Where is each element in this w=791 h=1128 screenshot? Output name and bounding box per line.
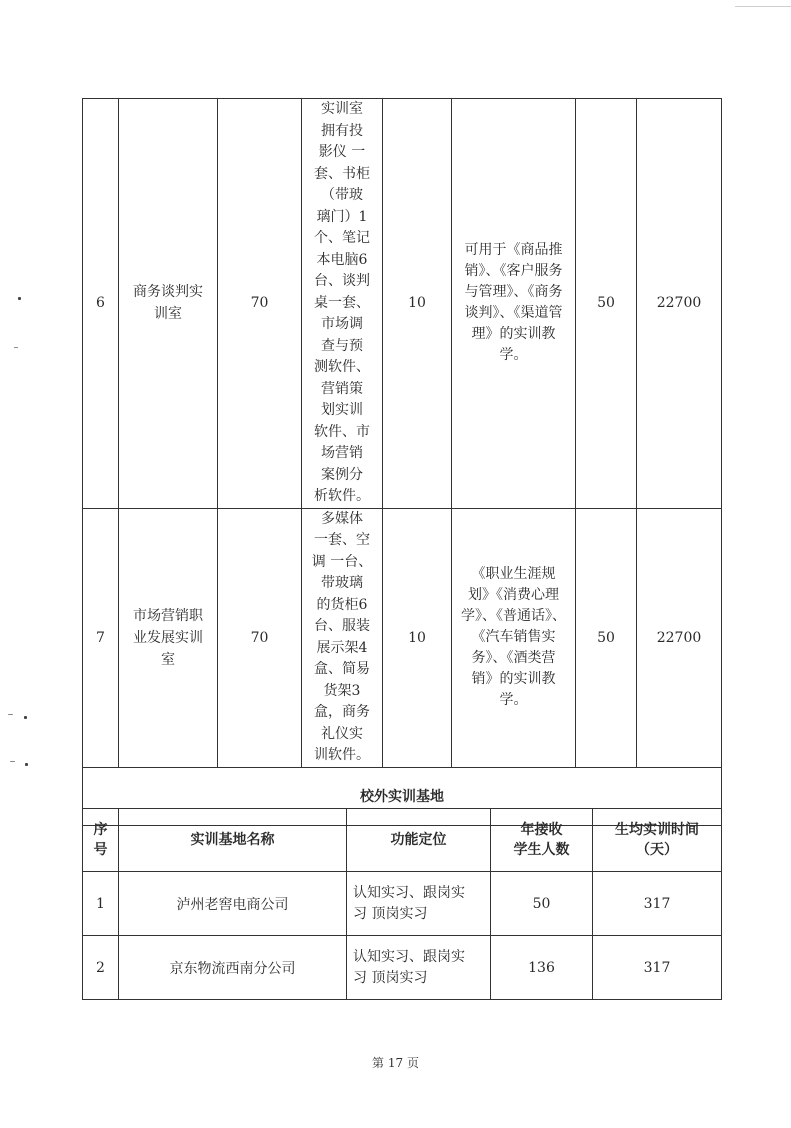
header-function: 功能定位 <box>347 809 491 872</box>
lab-row <box>83 99 722 509</box>
lab-count: 10 <box>383 99 452 509</box>
offsite-table <box>82 808 722 1000</box>
page-number: 第 17 页 <box>372 1056 419 1070</box>
lab-table <box>82 98 722 826</box>
offsite-row <box>83 872 722 936</box>
lab-value: 22700 <box>637 508 722 767</box>
offsite-name: 泸州老窖电商公司 <box>119 872 347 936</box>
scan-speck <box>18 297 21 300</box>
lab-area: 70 <box>218 99 302 509</box>
offsite-students: 50 <box>491 872 593 936</box>
header-name: 实训基地名称 <box>119 809 347 872</box>
offsite-function: 认知实习、跟岗实 习 顶岗实习 <box>347 936 491 1000</box>
lab-value: 22700 <box>637 99 722 509</box>
lab-capacity: 50 <box>576 508 637 767</box>
lab-function: 可用于《商品推 销》、《客户服务 与管理》、《商务 谈判》、《渠道管 理》的实训教 学。 <box>452 99 576 509</box>
scan-speck <box>8 714 13 715</box>
scan-speck <box>10 761 15 762</box>
lab-no: 6 <box>83 99 119 509</box>
offsite-function: 认知实习、跟岗实 习 顶岗实习 <box>347 872 491 936</box>
lab-area: 70 <box>218 508 302 767</box>
offsite-row <box>83 936 722 1000</box>
lab-function: 《职业生涯规 划》《消费心理 学》、《普通话》、 《汽车销售实 务》、《酒类营 销》的实训教 学。 <box>452 508 576 767</box>
offsite-days: 317 <box>593 936 722 1000</box>
offsite-section-title: 校外实训基地 <box>83 767 722 825</box>
offsite-name: 京东物流西南分公司 <box>119 936 347 1000</box>
scan-edge-line <box>735 6 791 7</box>
offsite-header-row <box>83 809 722 872</box>
lab-row <box>83 508 722 767</box>
lab-name: 市场营销职 业发展实训 室 <box>119 508 218 767</box>
lab-count: 10 <box>383 508 452 767</box>
lab-equipment: 实训室 拥有投 影仪 一 套、书柜 （带玻 璃门）1 个、笔记 本电脑6 台、谈判 桌一套、 市场调 查与预 测软件、 营销策 划实训 软件、市 场营销 案例分 析软件。 <box>302 99 383 509</box>
offsite-students: 136 <box>491 936 593 1000</box>
header-students: 年接收 学生人数 <box>491 809 593 872</box>
offsite-no: 1 <box>83 872 119 936</box>
header-days: 生均实训时间 （天） <box>593 809 722 872</box>
scan-speck <box>24 716 27 719</box>
lab-equipment: 多媒体 一套、空 调 一台、 带玻璃 的货柜6 台、服装 展示架4 盒、简易 货架3 盒，商务 礼仪实 训软件。 <box>302 508 383 767</box>
lab-no: 7 <box>83 508 119 767</box>
offsite-days: 317 <box>593 872 722 936</box>
scan-speck <box>14 347 18 348</box>
header-no: 序 号 <box>83 809 119 872</box>
offsite-no: 2 <box>83 936 119 1000</box>
lab-capacity: 50 <box>576 99 637 509</box>
scan-speck <box>25 763 28 766</box>
lab-name: 商务谈判实 训室 <box>119 99 218 509</box>
